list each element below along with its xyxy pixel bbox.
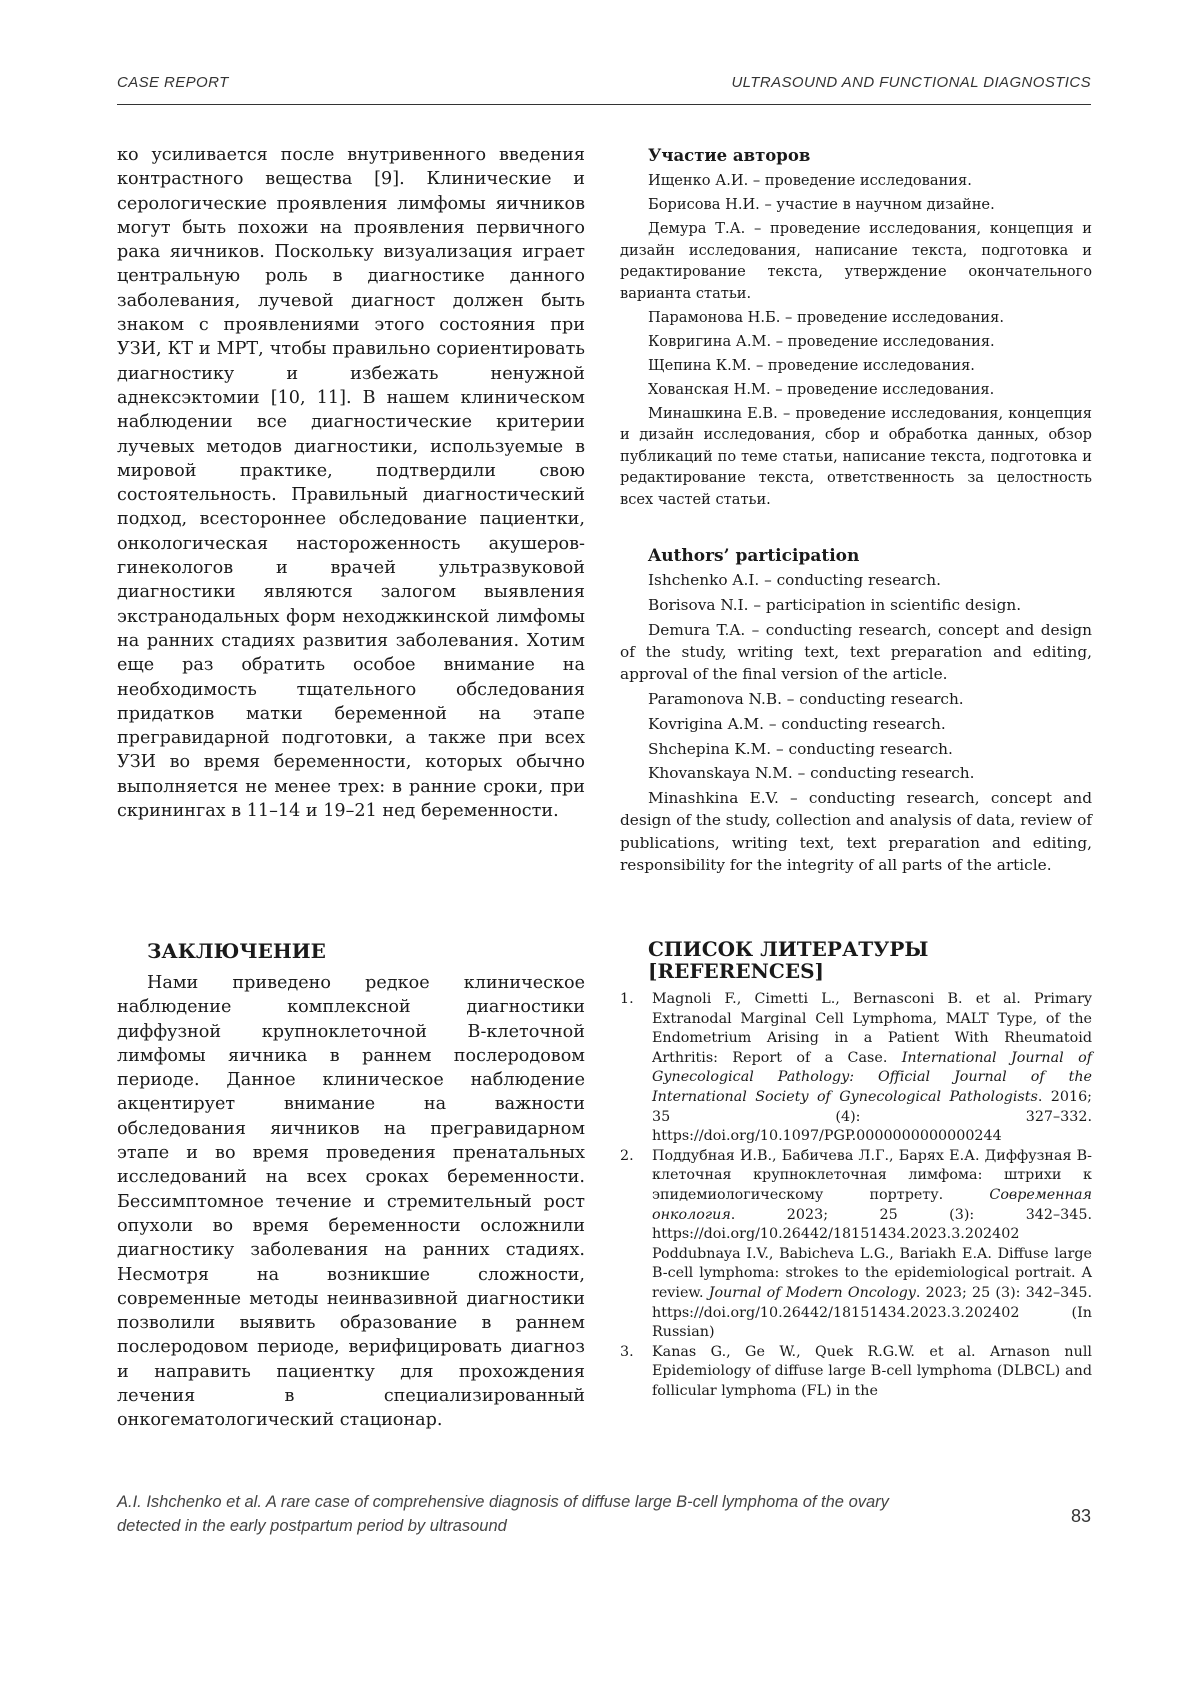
reference-number: 1.: [620, 991, 634, 1007]
author-contribution: Borisova N.I. – participation in scientific design.: [648, 595, 1022, 614]
reference-details: . 2023; 25 (3): 342–345. https://doi.org/10.26442/18151434.2023.3.202402 (In Russian): [652, 1284, 1092, 1341]
author-contribution: Minashkina E.V. – conducting research, concept and design of the study, collection and analysis of data, review of publications, writing text, text preparation and editing, responsibility for the integrity of all parts of the article.: [620, 789, 1092, 875]
authors-ru-heading: Участие авторов: [648, 146, 811, 165]
author-contribution: Ishchenko A.I. – conducting research.: [648, 571, 941, 589]
conclusion-paragraph: Нами приведено редкое клиническое наблюдение комплексной диагностики диффузной крупноклеточной В-клеточной лимфомы яичника в раннем послеродовом периоде. Данное клиническое наблюдение акцентирует внимание на важности обследования яичников на прегравидарном этапе и во время проведения пренатальных исследований на всех сроках беременности. Бессимптомное течение и стремительный рост опухоли во время беременности осложнили диагностику заболевания на ранних стадиях. Несмотря на возникшие сложности, современные методы неинвазивной диагностики позволили выявить образование в раннем послеродовом периоде, верифицировать диагноз и направить пациентку для прохождения лечения в специализированный онкогематологический стационар.: [117, 973, 585, 1431]
author-contribution: Demura T.A. – conducting research, concept and design of the study, writing text, text preparation and editing, approval of the final version of the article.: [620, 620, 1092, 684]
page-footer: [117, 1490, 1091, 1538]
reference-item: [620, 1343, 1092, 1402]
reference-text: Magnoli F., Cimetti L., Bernasconi B. et al. Primary Extranodal Marginal Cell Lymphoma, MALT Type, of the Endometrium Arising in a Patient With Rheumatoid Arthritis: Report of a Case.: [652, 991, 1092, 1066]
conclusion-heading: ЗАКЛЮЧЕНИЕ: [147, 939, 326, 963]
authors-participation-ru: [620, 145, 1092, 510]
page-number: 83: [1070, 1506, 1091, 1526]
authors-en-heading: Authors’ participation: [648, 546, 860, 566]
running-head: [117, 72, 1091, 105]
reference-journal: Journal of Modern Oncology: [708, 1284, 916, 1301]
references-heading: СПИСОК ЛИТЕРАТУРЫ [REFERENCES]: [648, 937, 929, 983]
authors-en-list: [620, 569, 1092, 876]
continued-paragraph: ко усиливается после внутривенного введения контрастного вещества [9]. Клинические и серологические проявления лимфомы яичников могут быть похожи на проявления первичного рака яичников. Поскольку визуализация играет центральную роль в диагностике данного заболевания, лучевой диагност должен быть знаком с проявлениями этого состояния при УЗИ, КТ и МРТ, чтобы правильно сориентировать диагностику и избежать ненужной аднексэктомии [10, 11]. В нашем клиническом наблюдении все диагностические критерии лучевых методов диагностики, используемые в мировой практике, подтвердили свою состоятельность. Правильный диагностический подход, всестороннее обследование пациентки, онкологическая настороженность акушеров-гинекологов и врачей ультразвуковой диагностики являются залогом выявления экстранодальных форм неходжкинской лимфомы на ранних стадиях развития заболевания. Хотим еще раз обратить особое внимание на необходимость тщательного обследования придатков матки беременной на этапе прегравидарной подготовки, а также при всех УЗИ во время беременности, которых обычно выполняется не менее трех: в ранние сроки, при скринингах в 11–14 и 19–21 нед беременности.: [117, 145, 585, 822]
journal-section-label: ULTRASOUND AND FUNCTIONAL DIAGNOSTICS: [731, 74, 1091, 91]
author-contribution: Демура Т.А. – проведение исследования, концепция и дизайн исследования, написание текста, подготовка и редактирование текста, утверждение окончательного варианта статьи.: [620, 220, 1092, 302]
article-citation: A.I. Ishchenko et al. A rare case of comprehensive diagnosis of diffuse large B-cell lymphoma of the ovary detected in the early postpartum period by ultrasound: [117, 1493, 889, 1535]
author-contribution: Shchepina K.M. – conducting research.: [648, 739, 953, 758]
author-contribution: Ищенко А.И. – проведение исследования.: [648, 172, 972, 189]
reference-journal: International Journal of Gynecological Pathology: Official Journal of the International Society of Gynecological Pathologists: [652, 1049, 1092, 1105]
right-column: [620, 145, 1092, 1399]
reference-details: . 2016; 35 (4): 327–332. https://doi.org/10.1097/PGP.0000000000000244: [652, 1088, 1092, 1145]
author-contribution: Paramonova N.B. – conducting research.: [648, 689, 964, 708]
reference-number: 3.: [620, 1343, 634, 1360]
reference-translation: Poddubnaya I.V., Babicheva L.G., Bariakh E.A. Diffuse large B-cell lymphoma: strokes to the epidemiological portrait. A review.: [652, 1245, 1092, 1301]
author-contribution: Ковригина А.М. – проведение исследования.: [648, 332, 995, 350]
left-column: [117, 143, 585, 1431]
authors-participation-en: [620, 545, 1092, 879]
reference-item: [620, 1147, 1092, 1343]
reference-text: Kanas G., Ge W., Quek R.G.W. et al. Arnason null Epidemiology of diffuse large B-cell lymphoma (DLBCL) and follicular lymphoma (FL) in the: [652, 1343, 1092, 1399]
author-contribution: Хованская Н.М. – проведение исследования.: [648, 380, 995, 398]
reference-number: 2.: [620, 1147, 634, 1164]
author-contribution: Минашкина Е.В. – проведение исследования, концепция и дизайн исследования, сбор и обработка данных, обзор публикаций по теме статьи, написание текста, подготовка и редактирование текста, ответственность за целостность всех частей статьи.: [620, 404, 1092, 508]
reference-text: Поддубная И.В., Бабичева Л.Г., Барях Е.А. Диффузная В-клеточная крупноклеточная лимфома: штрихи к эпидемиологическому портрету.: [652, 1147, 1092, 1203]
author-contribution: Kovrigina A.M. – conducting research.: [648, 714, 946, 733]
reference-list: [620, 990, 1092, 1401]
section-label: CASE REPORT: [117, 74, 229, 91]
reference-details: . 2023; 25 (3): 342–345. https://doi.org/10.26442/18151434.2023.3.202402: [652, 1206, 1092, 1243]
author-contribution: Khovanskaya N.M. – conducting research.: [648, 764, 975, 783]
author-contribution: Парамонова Н.Б. – проведение исследования.: [648, 308, 1005, 326]
authors-ru-list: [620, 170, 1092, 510]
reference-journal: Современная онкология: [652, 1186, 1092, 1223]
author-contribution: Борисова Н.И. – участие в научном дизайне.: [648, 196, 995, 213]
reference-item: [620, 990, 1092, 1147]
author-contribution: Щепина К.М. – проведение исследования.: [648, 356, 975, 374]
